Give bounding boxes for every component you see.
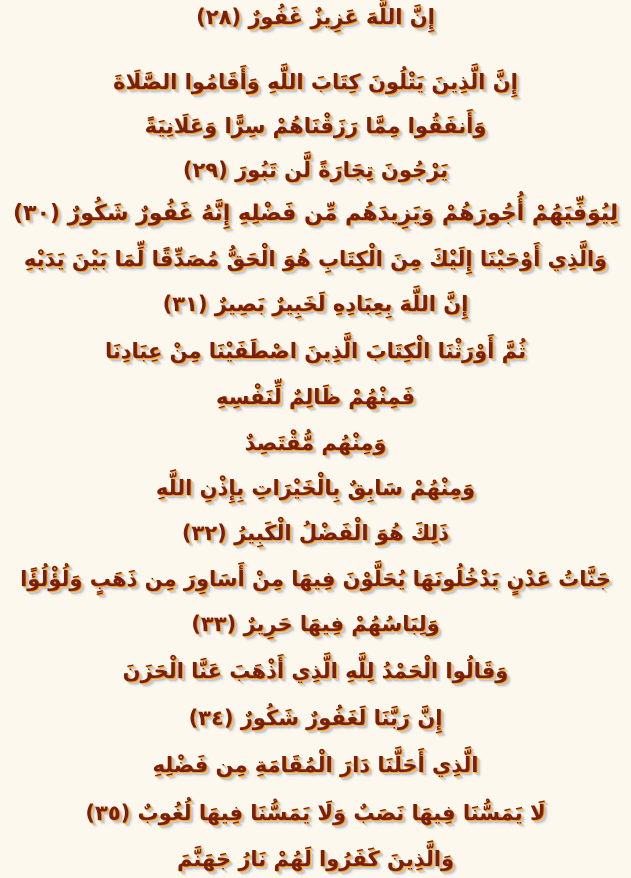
verse-line: وَالَّذِينَ كَفَرُوا لَهُمْ نَارُ جَهَنَّمَ	[176, 847, 455, 871]
verse-line: ذَلِكَ هُوَ الْفَضْلُ الْكَبِيرُ (٣٢)	[181, 521, 450, 545]
verse-line: وَمِنْهُمْ سَابِقٌ بِالْخَيْرَاتِ بِإِذْنِ اللَّهِ	[155, 476, 476, 500]
verse-line: وَالَّذِي أَوْحَيْنَا إِلَيْكَ مِنَ الْكِتَابِ هُوَ الْحَقُّ مُصَدِّقًا لِّمَا بَيْنَ يَدَيْهِ	[23, 247, 608, 271]
verse-line: إِنَّ الَّذِينَ يَتْلُونَ كِتَابَ اللَّهِ وَأَقَامُوا الصَّلَاةَ	[113, 70, 518, 94]
verse-line: لِيُوَفِّيَهُمْ أُجُورَهُمْ وَيَزِيدَهُم مِّن فَضْلِهِ إِنَّهُ غَفُورٌ شَكُورٌ (٣٠)	[12, 201, 619, 226]
verse-line: إِنَّ اللَّهَ بِعِبَادِهِ لَخَبِيرٌ بَصِيرٌ (٣١)	[162, 292, 469, 316]
verse-line: إِنَّ اللَّهَ عَزِيزٌ غَفُورٌ (٢٨)	[196, 5, 435, 29]
verse-line: جَنَّاتُ عَدْنٍ يَدْخُلُونَهَا يُحَلَّوْنَ فِيهَا مِنْ أَسَاوِرَ مِن ذَهَبٍ وَلُؤْلُؤًا	[20, 567, 611, 591]
verse-line: وَقَالُوا الْحَمْدُ لِلَّهِ الَّذِي أَذْهَبَ عَنَّا الْحَزَنَ	[122, 659, 509, 683]
verse-line: وَلِبَاسُهُمْ فِيهَا حَرِيرٌ (٣٣)	[191, 612, 440, 636]
verse-line: وَمِنْهُم مُّقْتَصِدٌ	[244, 431, 387, 455]
verse-line: الَّذِي أَحَلَّنَا دَارَ الْمُقَامَةِ مِن فَضْلِهِ	[152, 753, 479, 777]
verse-line: فَمِنْهُمْ ظَالِمٌ لِّنَفْسِهِ	[215, 385, 416, 409]
verse-line: وَأَنفَقُوا مِمَّا رَزَقْنَاهُمْ سِرًّا وَعَلَانِيَةً	[144, 114, 487, 138]
verse-line: إِنَّ رَبَّنَا لَغَفُورٌ شَكُورٌ (٣٤)	[188, 706, 443, 730]
verse-line: ثُمَّ أَوْرَثْنَا الْكِتَابَ الَّذِينَ اصْطَفَيْنَا مِنْ عِبَادِنَا	[104, 339, 527, 363]
verse-line: لَا يَمَسُّنَا فِيهَا نَصَبٌ وَلَا يَمَسُّنَا فِيهَا لُغُوبٌ (٣٥)	[85, 801, 546, 825]
verse-line: يَرْجُونَ تِجَارَةً لَّن تَبُورَ (٢٩)	[182, 158, 449, 182]
